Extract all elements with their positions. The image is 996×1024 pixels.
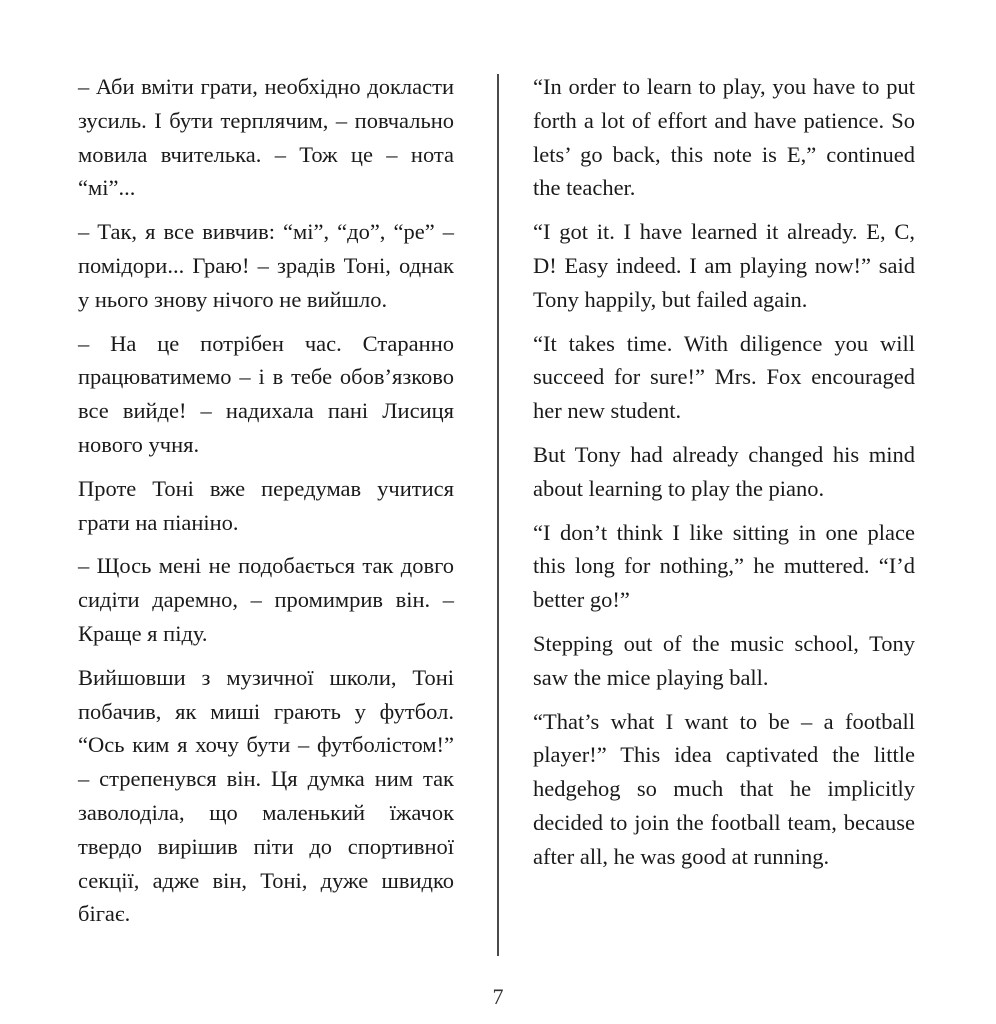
paragraph: – Так, я все вивчив: “мі”, “до”, “ре” – помідори... Граю! – зрадів Тоні, однак у нього знову нічого не вийшло.: [78, 219, 454, 312]
page-number: 7: [492, 984, 504, 1009]
paragraph: – На це потрібен час. Старанно працюватимемо – і в тебе обов’язково все вийде! – надихала пані Лисиця нового учня.: [78, 330, 454, 457]
paragraph: – Аби вміти грати, необхідно докласти зусиль. І бути терплячим, – повчально мовила вчителька. – Тож це – нота “мі”...: [78, 74, 454, 201]
paragraph: Проте Тоні вже передумав учитися грати на піаніно.: [78, 475, 454, 535]
ukrainian-text-column: [78, 70, 454, 941]
paragraph: – Щось мені не подобається так довго сидіти даремно, – промимрив він. – Краще я піду.: [78, 553, 454, 646]
paragraph: Stepping out of the music school, Tony saw the mice playing ball.: [533, 630, 915, 690]
paragraph: “I don’t think I like sitting in one place this long for nothing,” he muttered. “I’d better go!”: [533, 519, 915, 613]
paragraph: “It takes time. With diligence you will succeed for sure!” Mrs. Fox encouraged her new student.: [533, 330, 915, 424]
column-divider: [497, 74, 499, 956]
paragraph: But Tony had already changed his mind about learning to play the piano.: [533, 441, 915, 501]
paragraph: “That’s what I want to be – a football player!” This idea captivated the little hedgehog so much that he implicitly decided to join the football team, because after all, he was good at running.: [533, 708, 915, 869]
english-text-column: [533, 70, 915, 884]
paragraph: Вийшовши з музичної школи, Тоні побачив, як миші грають у футбол. “Ось ким я хочу бути – футболістом!” – стрепенувся він. Ця думка ним так заволоділа, що маленький їжачок твердо вирішив піти до спортивної секції, адже він, Тоні, дуже швидко бігає.: [78, 664, 454, 927]
paragraph: “I got it. I have learned it already. E, C, D! Easy indeed. I am playing now!” said Tony happily, but failed again.: [533, 219, 915, 312]
paragraph: “In order to learn to play, you have to put forth a lot of effort and have patience. So lets’ go back, this note is E,” continued the teacher.: [533, 74, 915, 201]
